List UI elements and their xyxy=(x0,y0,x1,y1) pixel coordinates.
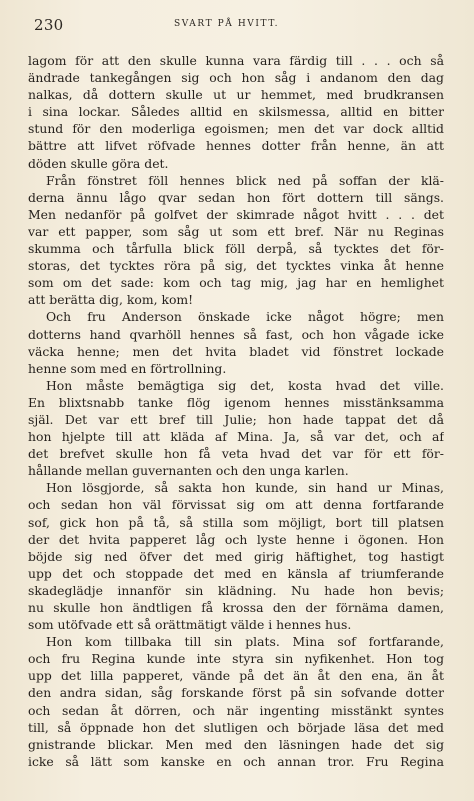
text-line: ändrade tankegången sig och hon såg i andanom den dag xyxy=(28,70,444,86)
text-line: Men nedanför på golfvet der skimrade något hvitt . . . det xyxy=(28,206,444,222)
text-line: och sedan hon väl förvissat sig om att denna fortfarande xyxy=(28,497,444,513)
text-line: skadeglädje innanför sin klädning. Nu hade hon bevis; xyxy=(28,582,444,598)
text-line: och fru Regina kunde inte styra sin nyfikenhet. Hon tog xyxy=(28,651,444,667)
text-line: stund för den moderliga egoismen; men det var dock alltid xyxy=(28,121,444,137)
text-line: Från fönstret föll hennes blick ned på soffan der klä- xyxy=(46,172,444,188)
text-line: hon hjelpte till att kläda af Mina. Ja, så var det, och af xyxy=(28,429,444,445)
text-line: henne som med en förtrollning. xyxy=(28,360,227,376)
body-text xyxy=(28,52,444,770)
text-line: till, så öppnade hon det slutligen och började läsa det med xyxy=(28,719,444,735)
text-line: Och fru Anderson önskade icke något högre; men xyxy=(46,309,444,325)
text-line: i sina lockar. Således alltid en skilsmessa, alltid en bitter xyxy=(28,104,444,120)
text-line: gnistrande blickar. Men med den läsningen hade det sig xyxy=(28,736,444,752)
text-line: storas, det tycktes röra på sig, det tycktes vinka åt henne xyxy=(28,258,444,274)
text-line: En blixtsnabb tanke flög igenom hennes misstänksamma xyxy=(28,394,444,410)
text-line: den andra sidan, såg forskande först på sin sofvande dotter xyxy=(28,685,444,701)
text-line: hållande mellan guvernanten och den unga karlen. xyxy=(28,463,349,479)
text-line: böjde sig ned öfver det med girig häftighet, tog hastigt xyxy=(28,548,444,564)
text-line: lagom för att den skulle kunna vara färdig till . . . och så xyxy=(28,53,444,68)
text-line: nalkas, då dottern skulle ut ur hemmet, med brudkransen xyxy=(28,87,444,103)
page-header xyxy=(34,16,454,36)
page-number: 230 xyxy=(34,16,64,34)
text-line: och sedan åt dörren, och när ingenting misstänkt syntes xyxy=(28,702,444,718)
text-line: Hon måste bemägtiga sig det, kosta hvad det ville. xyxy=(46,377,444,393)
text-line: icke så lätt som kanske en och annan tror. Fru Regina xyxy=(28,753,444,769)
text-line: var ett papper, som såg ut som ett bref. När nu Reginas xyxy=(28,223,444,239)
running-head: SVART PÅ HVITT. xyxy=(174,19,280,29)
text-line: Hon lösgjorde, så sakta hon kunde, sin hand ur Minas, xyxy=(46,480,444,496)
text-line: nu skulle hon ändtligen få krossa den der förnäma damen, xyxy=(28,600,444,615)
text-line: bättre att lifvet röfvade hennes dotter från henne, än att xyxy=(28,138,444,154)
text-line: skumma och tårfulla blick föll derpå, så tycktes det för- xyxy=(28,241,444,257)
text-line: det brefvet skulle hon få veta hvad det var för ett för- xyxy=(28,446,444,462)
text-line: derna ännu lågo qvar sedan hon fört dottern till sängs. xyxy=(28,189,444,205)
text-line: döden skulle göra det. xyxy=(28,155,169,171)
text-line: som om det sade: kom och tag mig, jag har en hemlighet xyxy=(28,275,444,291)
text-line: upp det och stoppade det med en känsla af triumferande xyxy=(28,565,444,581)
text-line: att berätta dig, kom, kom! xyxy=(28,292,194,308)
text-line: sof, gick hon på tå, så stilla som möjligt, bort till platsen xyxy=(28,514,444,530)
text-line: själ. Det var ett bref till Julie; hon hade tappat det då xyxy=(28,411,444,427)
text-line: som utöfvade ett så orättmätigt välde i hennes hus. xyxy=(28,617,352,633)
text-line: dotterns hand qvarhöll hennes så fast, och hon vågade icke xyxy=(28,326,444,342)
text-line: Hon kom tillbaka till sin plats. Mina sof fortfarande, xyxy=(46,634,444,650)
text-line: väcka henne; men det hvita bladet vid fönstret lockade xyxy=(28,343,444,359)
text-line: der det hvita papperet låg och lyste henne i ögonen. Hon xyxy=(28,531,444,547)
text-line: upp det lilla papperet, vände på det än åt den ena, än åt xyxy=(28,668,444,684)
